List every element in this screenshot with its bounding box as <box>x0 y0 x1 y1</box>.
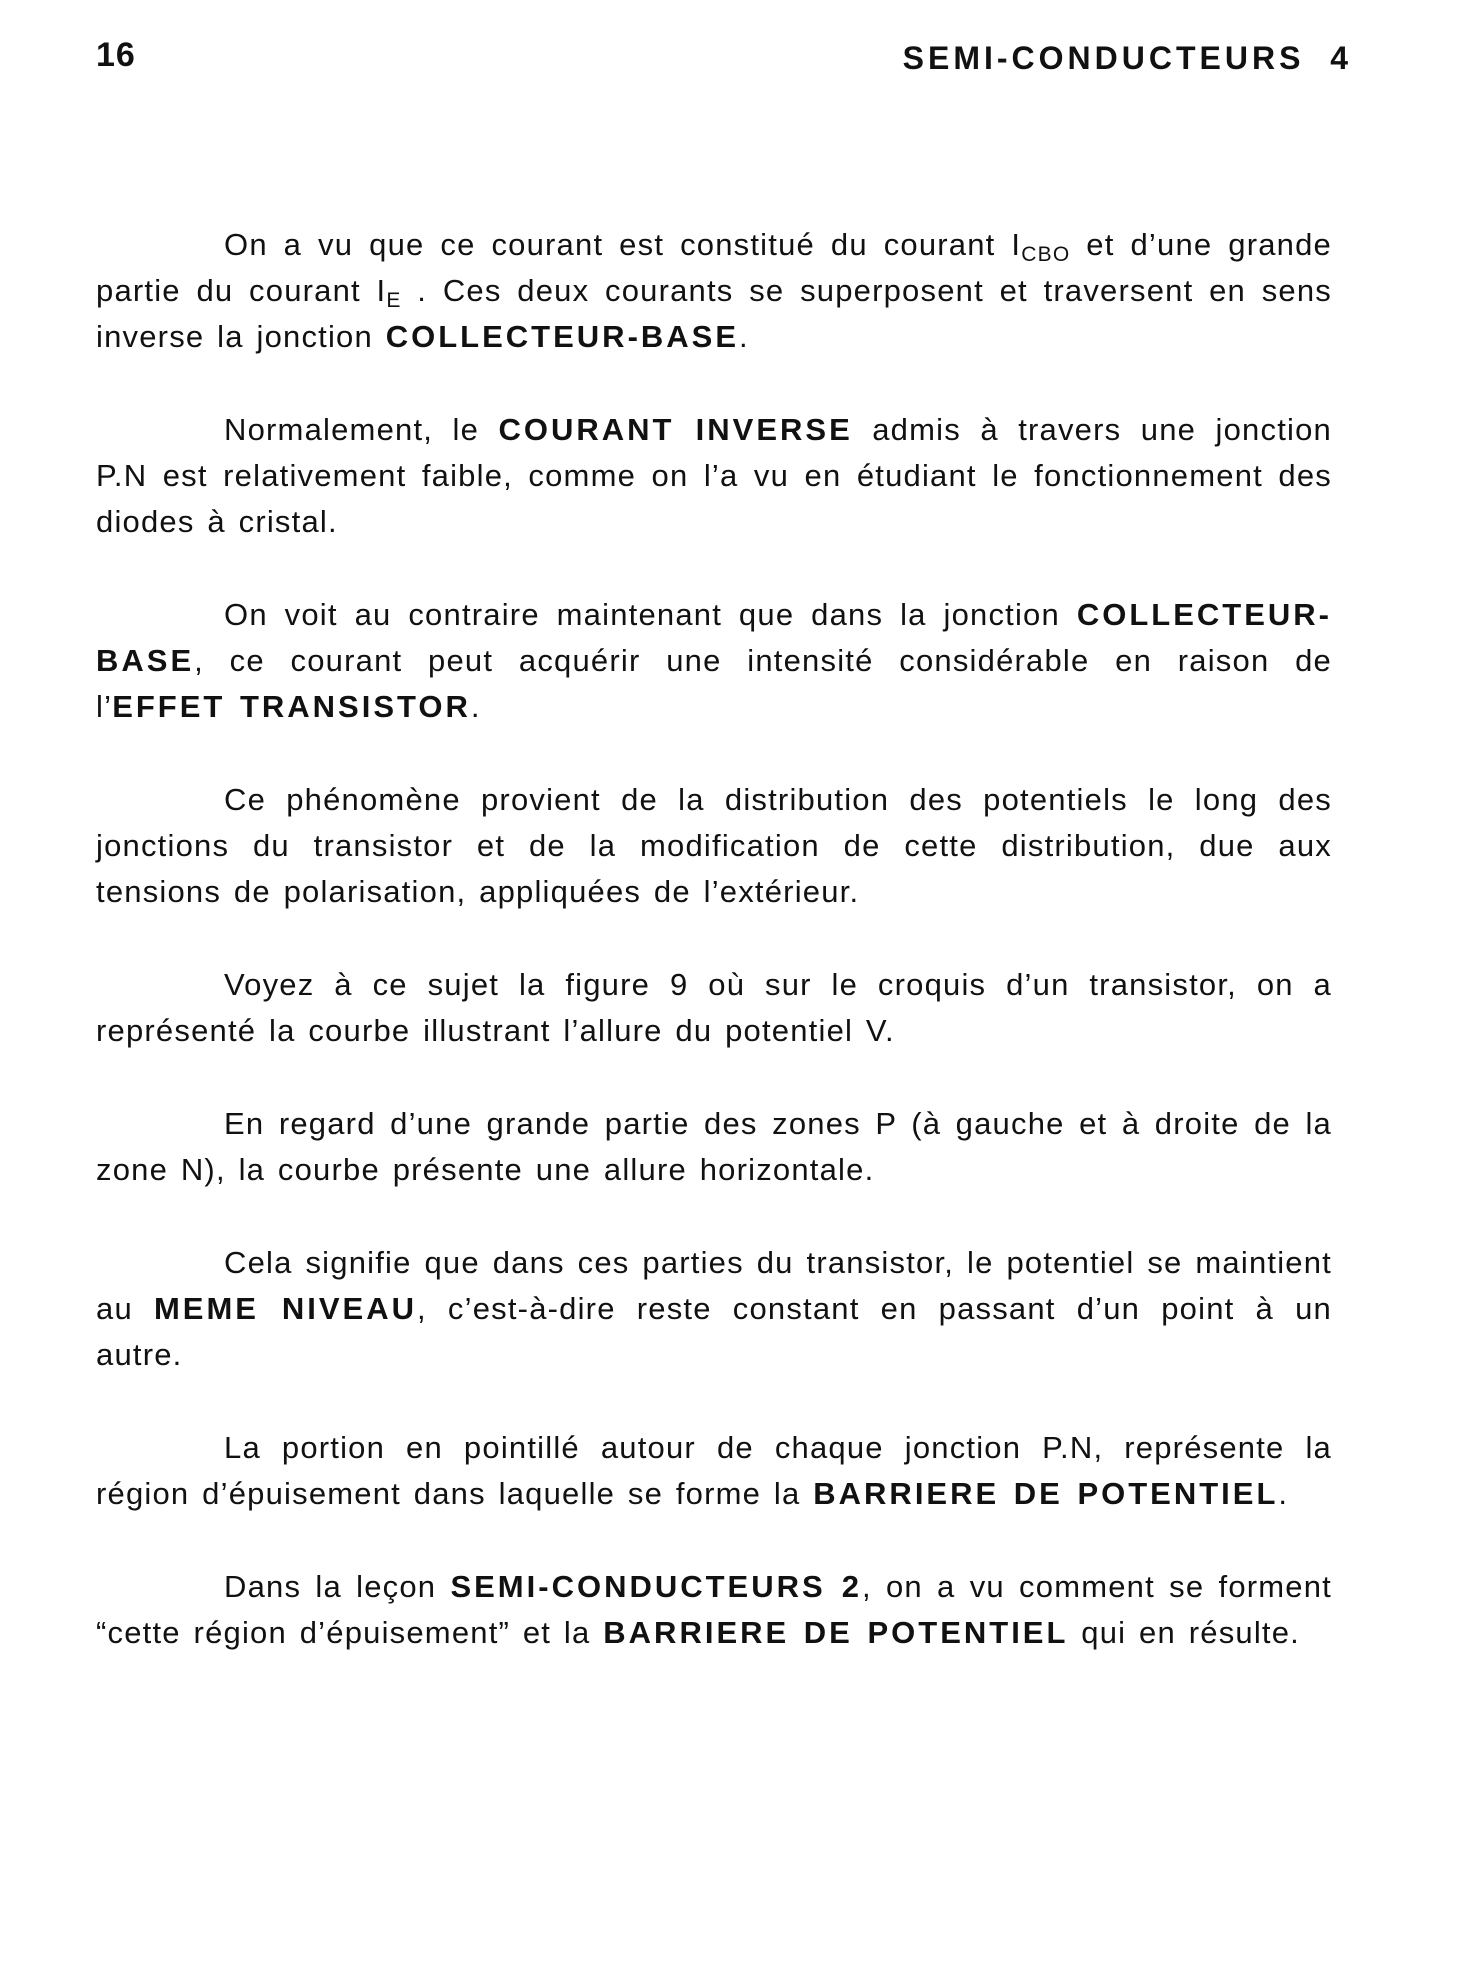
paragraph-9: Dans la leçon SEMI-CONDUCTEURS 2, on a vu comment se forment “cette région d’épuisement” et la BARRIERE DE POTENTIEL qui en résulte. <box>96 1569 1332 1650</box>
paragraph-5: Voyez à ce sujet la figure 9 où sur le croquis d’un transistor, on a représenté la courbe illustrant l’allure du potentiel V. <box>96 967 1332 1048</box>
running-header-title: SEMI-CONDUCTEURS 4 <box>902 40 1352 76</box>
paragraph-7: Cela signifie que dans ces parties du transistor, le potentiel se maintient au MEME NIVEAU, c’est-à-dire reste constant en passant d’un point à un autre. <box>96 1245 1332 1372</box>
emphasis-effet-transistor: EFFET TRANSISTOR <box>112 689 471 724</box>
paragraph-1: On a vu que ce courant est constitué du courant $I_{CBO}$ et d’une grande partie du courant $I_E$ . Ces deux courants se superposent et traversent en sens inverse la jonction COLLECTEUR-BASE. <box>96 227 1332 354</box>
page-number: 16 <box>96 36 136 74</box>
paragraph-6: En regard d’une grande partie des zones P (à gauche et à droite de la zone N), la courbe présente une allure horizontale. <box>96 1106 1332 1187</box>
emphasis-meme-niveau: MEME NIVEAU <box>153 1291 418 1326</box>
emphasis-barriere-de-potentiel: BARRIERE DE POTENTIEL <box>813 1476 1279 1511</box>
emphasis-collecteur-base: COLLECTEUR-BASE <box>385 319 740 354</box>
emphasis-barriere-de-potentiel: BARRIERE DE POTENTIEL <box>603 1615 1069 1650</box>
paragraph-2: Normalement, le COURANT INVERSE admis à travers une jonction P.N est relativement faible, comme on l’a vu en étudiant le fonctionnement des diodes à cristal. <box>96 412 1332 539</box>
icbo-subscript: CBO <box>1021 243 1071 266</box>
body-text <box>96 222 1332 1703</box>
emphasis-semi-conducteurs-2: SEMI-CONDUCTEURS 2 <box>450 1569 862 1604</box>
emphasis-collecteur-base: COLLECTEUR-BASE <box>96 597 1332 678</box>
paragraph-8: La portion en pointillé autour de chaque jonction P.N, représente la région d’épuisement dans laquelle se forme la BARRIERE DE POTENTIEL. <box>96 1430 1332 1511</box>
ie-subscript: E <box>386 289 402 312</box>
paragraph-4: Ce phénomène provient de la distribution des potentiels le long des jonctions du transistor et de la modification de cette distribution, due aux tensions de polarisation, appliquées de l’extérieur. <box>96 782 1332 909</box>
paragraph-3: On voit au contraire maintenant que dans la jonction COLLECTEUR-BASE, ce courant peut acquérir une intensité considérable en raison de l’EFFET TRANSISTOR. <box>96 597 1332 724</box>
emphasis-courant-inverse: COURANT INVERSE <box>498 412 853 447</box>
